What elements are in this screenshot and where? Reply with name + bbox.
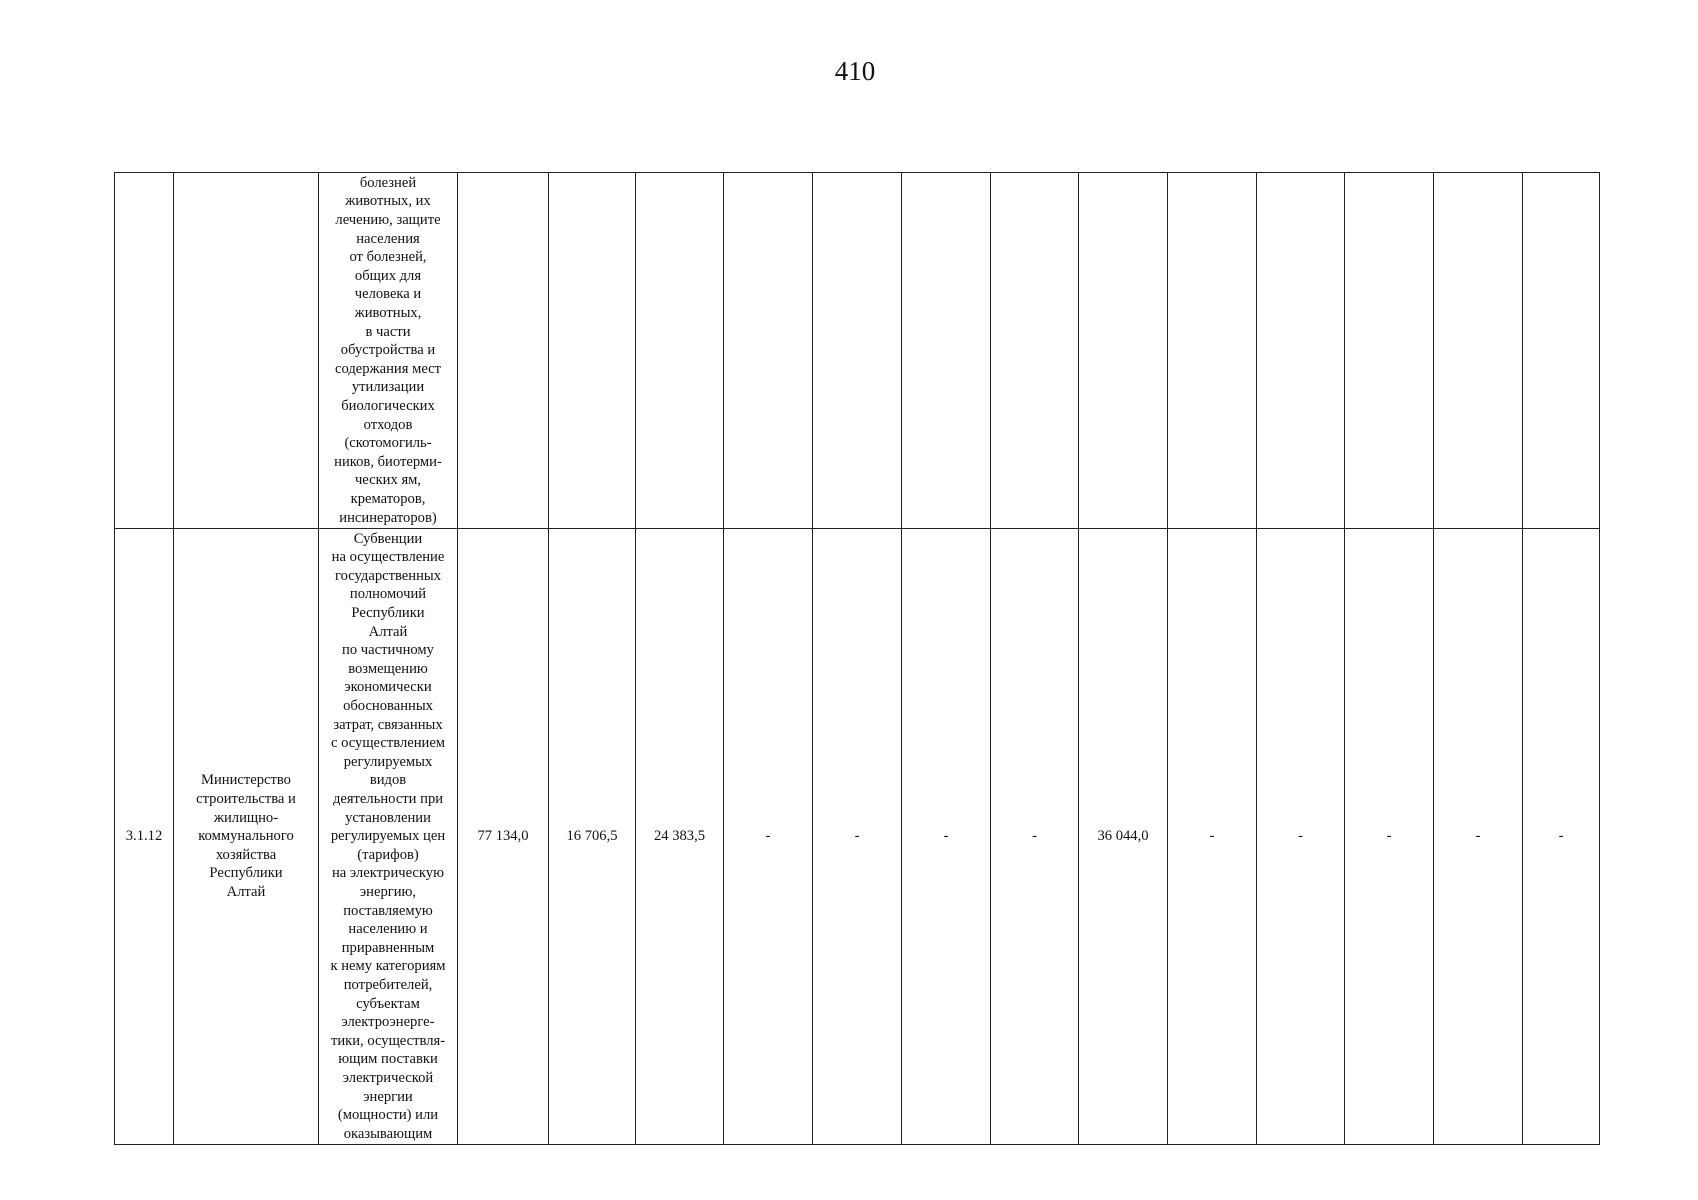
description-line: утилизации <box>351 379 425 396</box>
description-line: приравненным <box>341 939 435 956</box>
description-line: ников, биотерми- <box>334 453 442 470</box>
description-cell <box>319 173 458 529</box>
row-number-cell: 3.1.12 <box>115 529 174 1145</box>
description-line: деятельности при <box>332 791 444 808</box>
description-line: энергии <box>363 1088 413 1105</box>
description-line: тики, осуществля- <box>330 1032 446 1049</box>
organization-line: жилищно- <box>213 809 279 826</box>
value-cell <box>458 173 549 529</box>
value-cell <box>1434 173 1523 529</box>
description-line: установлении <box>345 809 431 826</box>
description-line: поставляемую <box>343 902 433 919</box>
description-line: населению и <box>348 921 428 938</box>
value-cell <box>813 173 902 529</box>
value-cell <box>724 173 813 529</box>
description-line: болезней <box>359 174 417 191</box>
value-cell <box>1168 173 1257 529</box>
description-line: потребителей, <box>343 976 433 993</box>
description-line: крематоров, <box>350 490 426 507</box>
value-cell <box>991 173 1079 529</box>
description-line: животных, их <box>345 193 431 210</box>
description-line: биологических <box>341 397 435 414</box>
value-cell: - <box>1257 529 1345 1145</box>
description-line: субъектам <box>356 995 420 1012</box>
value-cell: - <box>1345 529 1434 1145</box>
description-line: государственных <box>334 567 441 584</box>
description-line: оказывающим <box>343 1125 433 1142</box>
description-line: видов <box>369 772 407 789</box>
value-cell: - <box>1523 529 1600 1145</box>
value-cell: - <box>991 529 1079 1145</box>
description-line: (тарифов) <box>357 846 419 863</box>
value-cell <box>1079 173 1168 529</box>
description-line: (скотомогиль- <box>344 435 432 452</box>
description-line: затрат, связанных <box>333 716 443 733</box>
description-line: ющим поставки <box>338 1051 438 1068</box>
description-line: обустройства и <box>340 342 436 359</box>
description-line: к нему категориям <box>330 958 446 975</box>
page-number: 410 <box>834 56 876 86</box>
table-row-continued <box>115 173 1600 529</box>
description-line: инсинераторов) <box>339 509 437 526</box>
description-line: Субвенции <box>353 530 423 547</box>
organization-line: коммунального <box>198 828 294 845</box>
organization-cell <box>174 173 319 529</box>
organization-line: Алтай <box>226 883 266 900</box>
description-line: общих для <box>354 267 422 284</box>
organization-line: хозяйства <box>215 846 277 863</box>
organization-line: Министерство <box>201 772 291 789</box>
value-cell <box>1345 173 1434 529</box>
description-line: человека и <box>354 286 422 303</box>
description-line: в части <box>365 323 411 340</box>
description-line: животных, <box>354 305 422 322</box>
description-line: Алтай <box>368 623 408 640</box>
description-line: полномочий <box>349 586 427 603</box>
description-line: электроэнерге- <box>341 1014 435 1031</box>
organization-line: Республики <box>209 865 283 882</box>
description-line: обоснованных <box>343 698 433 715</box>
organization-cell <box>174 529 319 1145</box>
value-cell: - <box>724 529 813 1145</box>
description-line: отходов <box>363 416 413 433</box>
value-cell: - <box>902 529 991 1145</box>
description-line: (мощности) или <box>337 1107 439 1124</box>
description-text <box>319 174 457 527</box>
description-line: с осуществлением <box>330 735 446 752</box>
value-cell: - <box>1168 529 1257 1145</box>
budget-table <box>114 172 1600 1145</box>
description-line: Республики <box>351 605 425 622</box>
table-row-3-1-12 <box>115 529 1600 1145</box>
description-line: регулируемых цен <box>330 828 446 845</box>
value-cell <box>636 173 724 529</box>
value-cell: 24 383,5 <box>636 529 724 1145</box>
description-line: на электрическую <box>332 865 444 882</box>
organization-text <box>174 771 318 901</box>
description-line: энергию, <box>359 883 417 900</box>
description-line: от болезней, <box>349 249 427 266</box>
description-line: содержания мест <box>334 360 442 377</box>
description-line: по частичному <box>342 642 434 659</box>
value-cell: - <box>813 529 902 1145</box>
value-cell <box>902 173 991 529</box>
description-line: регулируемых <box>343 753 433 770</box>
value-cell: 16 706,5 <box>549 529 636 1145</box>
description-line: ческих ям, <box>354 472 422 489</box>
value-cell: - <box>1434 529 1523 1145</box>
description-line: на осуществление <box>331 549 445 566</box>
row-number-cell <box>115 173 174 529</box>
value-cell: 77 134,0 <box>458 529 549 1145</box>
description-line: экономически <box>344 679 432 696</box>
description-line: возмещению <box>348 660 428 677</box>
value-cell <box>1257 173 1345 529</box>
value-cell: 36 044,0 <box>1079 529 1168 1145</box>
value-cell <box>1523 173 1600 529</box>
value-cell <box>549 173 636 529</box>
description-cell <box>319 529 458 1145</box>
organization-line: строительства и <box>196 791 296 808</box>
description-line: лечению, защите <box>335 212 441 229</box>
description-line: электрической <box>342 1069 434 1086</box>
description-text <box>319 530 457 1144</box>
description-line: населения <box>356 230 420 247</box>
